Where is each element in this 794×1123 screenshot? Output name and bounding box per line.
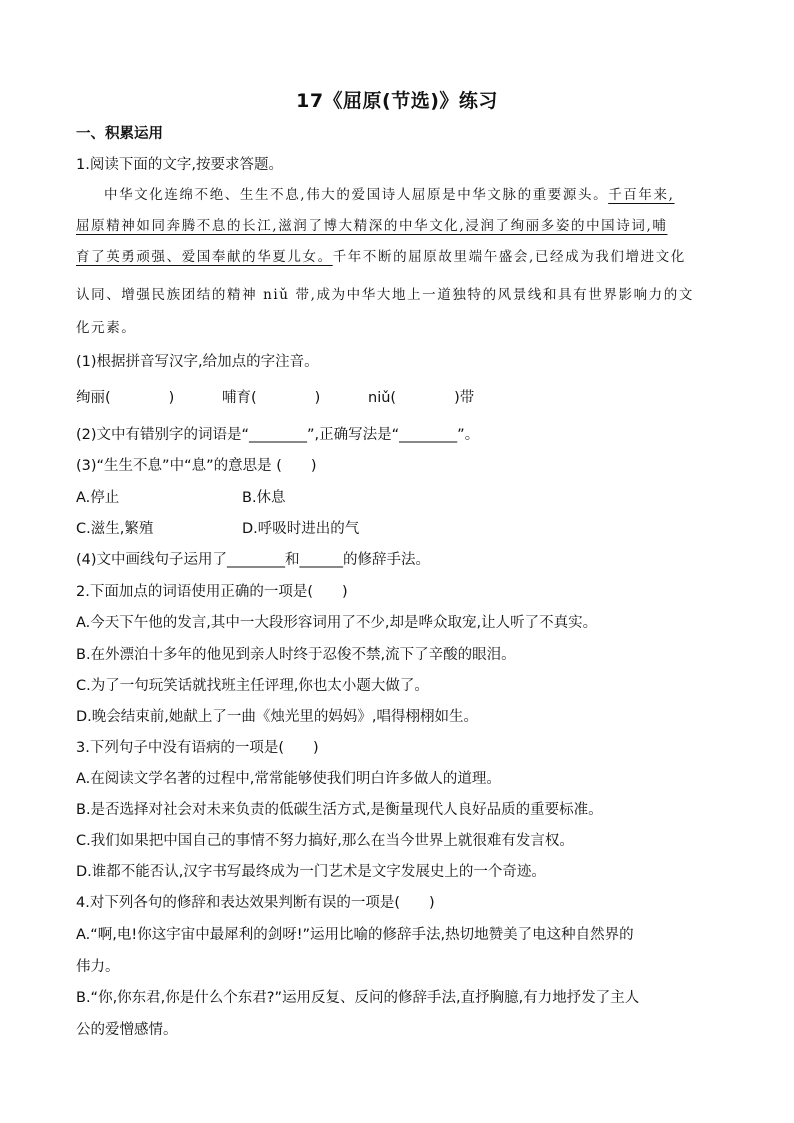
passage-text: 千年不断的屈原故里端午盛会,已经成为我们增进文化 [332,249,686,265]
q4-option-a-line2: 伟力。 [76,959,120,975]
option-a: A.停止 [76,490,120,506]
q4-stem: 4.对下列各句的修辞和表达效果判断有误的一项是( ) [76,895,435,911]
q4-option-b-line1: B.“你,你东君,你是什么个东君?”运用反复、反问的修辞手法,直抒胸臆,有力地抒发了主人 [76,990,640,1006]
q1-sub3: (3)“生生不息”中“息”的意思是 ( ) [76,458,317,474]
q3-option-a: A.在阅读文学名著的过程中,常常能够使我们明白许多做人的道理。 [76,771,501,787]
blank-niu: niǔ( )带 [368,390,475,406]
q3-stem: 3.下列句子中没有语病的一项是( ) [76,740,319,756]
q3-option-d: D.谁都不能否认,汉字书写最终成为一门艺术是文字发展史上的一个奇迹。 [76,864,546,880]
q1-sub4: (4)文中画线句子运用了________和______的修辞手法。 [76,552,431,568]
passage-underlined: 育了英勇顽强、爱国奉献的华夏儿女。 [76,249,333,265]
q1-sub2: (2)文中有错别字的词语是“________”,正确写法是“________”。 [76,427,480,443]
option-c: C.滋生,繁殖 [76,521,154,537]
passage-text: 中华文化连绵不绝、生生不息,伟大的爱国诗人屈原是中华文脉的重要源头。 [104,187,609,203]
q4-option-b-line2: 公的爱憎感情。 [76,1022,178,1038]
option-b: B.休息 [242,490,286,506]
blank-buyu: 哺育( ) [222,390,321,406]
q2-option-d: D.晚会结束前,她献上了一曲《烛光里的妈妈》,唱得栩栩如生。 [76,709,478,725]
q1-sub1: (1)根据拼音写汉字,给加点的字注音。 [76,354,319,370]
section-heading: 一、积累运用 [76,126,163,142]
q2-option-b: B.在外漂泊十多年的他见到亲人时终于忍俊不禁,流下了辛酸的眼泪。 [76,647,516,663]
q3-option-c: C.我们如果把中国自己的事情不努力搞好,那么在当今世界上就很难有发言权。 [76,833,574,849]
option-d: D.呼吸时进出的气 [242,521,360,537]
passage-line-4: 认同、增强民族团结的精神 niǔ 带,成为中华大地上一道独特的风景线和具有世界影响力的文 [76,287,694,303]
q1-stem: 1.阅读下面的文字,按要求答题。 [76,157,283,173]
q2-option-c: C.为了一句玩笑话就找班主任评理,你也太小题大做了。 [76,678,429,694]
page-title: 17《屈原(节选)》练习 [296,90,498,112]
q2-option-a: A.今天下午他的发言,其中一大段形容词用了不少,却是哗众取宠,让人听了不真实。 [76,615,598,631]
q1-sub3-options-row2 [76,519,726,539]
blank-xuanli: 绚丽( ) [76,390,175,406]
q2-stem: 2.下面加点的词语使用正确的一项是( ) [76,584,348,600]
passage-line-3 [76,247,726,267]
q3-option-b: B.是否选择对社会对未来负责的低碳生活方式,是衡量现代人良好品质的重要标准。 [76,802,603,818]
passage-underlined: 千百年来, [608,187,675,203]
passage-underlined: 屈原精神如同奔腾不息的长江,滋润了博大精深的中华文化,浸润了绚丽多姿的中国诗词,哺 [76,218,668,234]
q1-blanks [76,388,726,408]
q1-sub3-options-row1 [76,488,726,508]
passage-line-1 [104,185,754,205]
q4-option-a-line1: A.“啊,电!你这宇宙中最犀利的剑呀!”运用比喻的修辞手法,热切地赞美了电这种自然界的 [76,927,634,943]
passage-line-2 [76,216,726,236]
passage-line-5: 化元素。 [76,320,137,336]
